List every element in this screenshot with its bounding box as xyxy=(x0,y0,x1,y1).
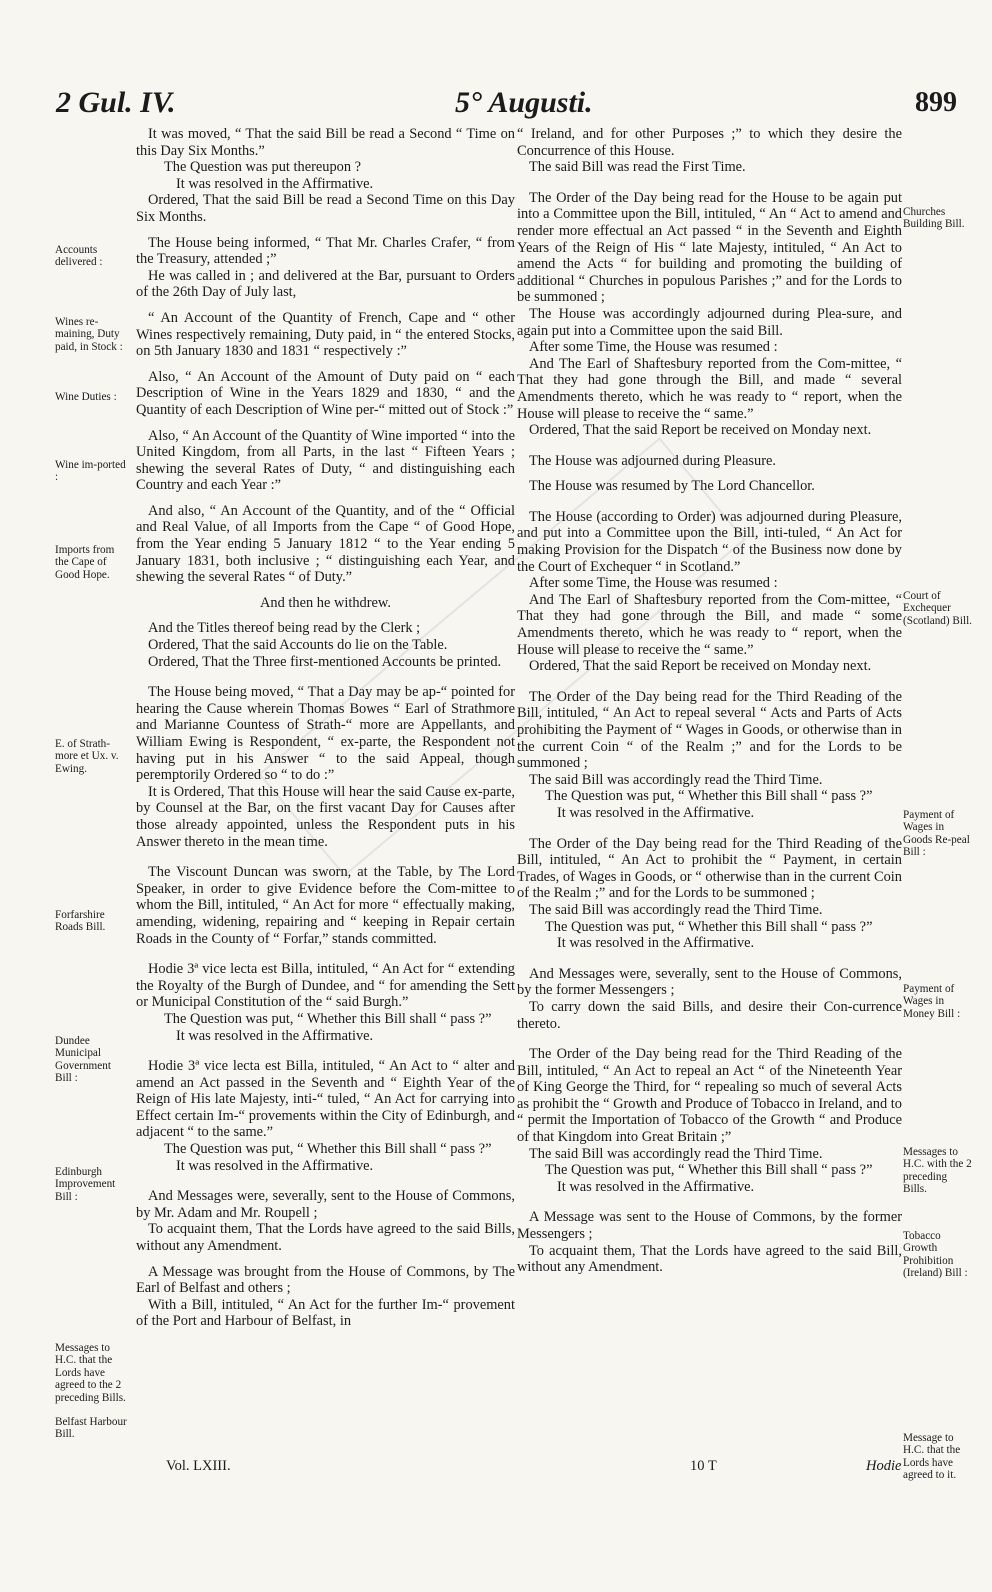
page-number: 899 xyxy=(915,87,957,118)
paragraph: And Messages were, severally, sent to the House of Commons, by Mr. Adam and Mr. Roupell ; xyxy=(136,1188,515,1221)
paragraph: The said Bill was accordingly read the Third Time. xyxy=(529,901,823,918)
sidenote: Messages to H.C. with the 2 preceding Bills. xyxy=(903,1146,972,1196)
paragraph: A Message was sent to the House of Commons, by the former Messengers ; xyxy=(517,1209,902,1243)
paragraph: The Question was put, “ Whether this Bill shall “ pass ?” xyxy=(545,1162,873,1179)
paragraph: After some Time, the House was resumed : xyxy=(529,339,778,356)
paragraph: The Order of the Day being read for the Third Reading of the Bill, intituled, “ An Act to repeal an Act “ of the Nineteenth Year of King George the Third, for “ repealing so much of several Acts as prohibit the “ Growth and Produce of Tobacco in Ireland, and to “ permit the Importation of Tobacco of the Growth “ and Produce of that Kingdom into Great Britain ;” xyxy=(517,1046,902,1146)
paragraph: The House was adjourned during Pleasure. xyxy=(529,452,776,469)
paragraph: The House (according to Order) was adjourned during Pleasure, and put into a Committee upon the Bill, inti-tuled, “ An Act for making Provision for the Dispatch “ of the Business now done by the Court of Exchequer “ in Scotland.” xyxy=(517,508,902,575)
sidenote: E. of Strath-more et Ux. v. Ewing. xyxy=(55,738,119,775)
sidenote: Edinburgh Improvement Bill : xyxy=(55,1166,116,1203)
paragraph: To carry down the said Bills, and desire their Con-currence thereto. xyxy=(517,998,902,1032)
paragraph: The House being informed, “ That Mr. Charles Crafer, “ from the Treasury, attended ;” xyxy=(136,234,515,268)
sidenote: Payment of Wages in Goods Re-peal Bill : xyxy=(903,809,970,859)
paragraph: Also, “ An Account of the Amount of Duty paid on “ each Description of Wine in the Years 1829 and 1830, “ and the Quantity of each Description of Wine per-“ mitted out of Stock :” xyxy=(136,368,515,418)
paragraph: It was resolved in the Affirmative. xyxy=(557,935,755,952)
sidenote: Wines re-maining, Duty paid, in Stock : xyxy=(55,316,123,353)
paragraph: The Order of the Day being read for the Third Reading of the Bill, intituled, “ An Act to repeal several “ Acts and Parts of Acts prohibiting the Payment of “ Wages in Goods, or otherwise than in the current Coin “ of the Realm ;” and for the Lords to be summoned ; xyxy=(517,688,902,772)
paragraph: Ordered, That the said Accounts do lie on the Table. xyxy=(148,637,448,654)
sidenote: Churches Building Bill. xyxy=(903,206,965,231)
sidenote: Message to H.C. that the Lords have agreed to it. xyxy=(903,1432,961,1482)
paragraph: The House was accordingly adjourned during Plea-sure, and again put into a Committee upon the said Bill. xyxy=(517,305,902,339)
paragraph: It was resolved in the Affirmative. xyxy=(176,175,374,192)
paragraph: It was resolved in the Affirmative. xyxy=(557,804,755,821)
paragraph: A Message was brought from the House of Commons, by The Earl of Belfast and others ; xyxy=(136,1263,515,1297)
paragraph: It was resolved in the Affirmative. xyxy=(176,1027,374,1044)
paragraph: The said Bill was accordingly read the Third Time. xyxy=(529,1145,823,1162)
paragraph: The Question was put, “ Whether this Bill shall “ pass ?” xyxy=(545,788,873,805)
catchword: Hodie xyxy=(866,1458,902,1474)
sidenote: Wine im-ported : xyxy=(55,459,126,484)
paragraph: Hodie 3ª vice lecta est Billa, intituled, “ An Act to “ alter and amend an Act passed in the Seventh and “ Eighth Year of the Reign of His late Majesty, inti-“ tuled, “ An Act for carrying into Effect certain Im-“ provements within the City of Edinburgh, and adjacent “ to the same.” xyxy=(136,1058,515,1141)
sidenote: Dundee Municipal Government Bill : xyxy=(55,1035,111,1085)
paragraph: The Order of the Day being read for the House to be again put into a Committee upon the Bill, intituled, “ An “ Act to amend and render more effectual an Act passed “ in the Seventh and Eighth Years of the Reign of His “ late Majesty, intituled, “ An Act to amend the Acts “ for building and promoting the building of additional “ Churches in populous Parishes ;” and for the Lords to be summoned ; xyxy=(517,189,902,306)
paragraph: To acquaint them, That the Lords have agreed to the said Bills, without any Amendment. xyxy=(136,1221,515,1255)
paragraph: It was resolved in the Affirmative. xyxy=(557,1178,755,1195)
sidenote: Imports from the Cape of Good Hope. xyxy=(55,544,115,581)
paragraph: Hodie 3ª vice lecta est Billa, intituled, “ An Act for “ extending the Royalty of the Burgh of Dundee, and “ for amending the Sett or Municipal Constitution of the “ said Burgh.” xyxy=(136,961,515,1011)
paragraph: After some Time, the House was resumed : xyxy=(529,575,778,592)
paragraph: The Viscount Duncan was sworn, at the Table, by The Lord Speaker, in order to give Evidence before the Com-mittee to whom the Bill, intituled, “ An Act for more “ effectually making, amending, widening, repairing and “ keeping in Repair certain Roads in the County of “ Forfar,” stands committed. xyxy=(136,864,515,947)
volume-number: Vol. LXIII. xyxy=(166,1458,231,1474)
paragraph: He was called in ; and delivered at the Bar, pursuant to Orders of the 26th Day of July last, xyxy=(136,267,515,301)
sidenote: Accounts delivered : xyxy=(55,244,103,269)
paragraph: Ordered, That the said Report be received on Monday next. xyxy=(529,658,872,675)
left-column xyxy=(136,126,515,1330)
paragraph: The House being moved, “ That a Day may be ap-“ pointed for hearing the Cause wherein Thomas Bowes “ Earl of Strathmore and Marianne Countess of Strath-“ more are Appellants, and William Ewing is Respondent, “ ex-parte, the Respondent not having put in his Answer “ to the said Appeal, though peremptorily Ordered so “ to do :” xyxy=(136,684,515,784)
paragraph: Ordered, That the Three first-mentioned Accounts be printed. xyxy=(148,653,502,670)
paragraph: To acquaint them, That the Lords have agreed to the said Bill, without any Amendment. xyxy=(517,1242,902,1276)
running-head-regnal-year: 2 Gul. IV. xyxy=(56,86,176,119)
paragraph: Ordered, That the said Report be received on Monday next. xyxy=(529,422,872,439)
paragraph: And The Earl of Shaftesbury reported from the Com-mittee, “ That they had gone through the Bill, and made “ some Amendments thereto, which he was ready to “ report, when the House will please to receive the “ same.” xyxy=(517,591,902,658)
paragraph: It was resolved in the Affirmative. xyxy=(176,1157,374,1174)
sidenote: Forfarshire Roads Bill. xyxy=(55,909,106,934)
paragraph: And Messages were, severally, sent to the House of Commons, by the former Messengers ; xyxy=(517,965,902,999)
sidenote: Payment of Wages in Money Bill : xyxy=(903,983,961,1020)
paragraph: And then he withdrew. xyxy=(260,594,391,611)
signature-mark: 10 T xyxy=(690,1458,717,1474)
sidenote: Wine Duties : xyxy=(55,391,117,403)
paragraph: And the Titles thereof being read by the Clerk ; xyxy=(148,620,421,637)
paragraph: And The Earl of Shaftesbury reported from the Com-mittee, “ That they had gone through the Bill, and made “ several Amendments thereto, which he was ready to “ report, when the House will please to receive the “ same.” xyxy=(517,355,902,422)
paragraph: “ An Account of the Quantity of French, Cape and “ other Wines respectively remaining, Duty paid, in “ the entered Stocks, on 5th January 1830 and 1831 “ respectively :” xyxy=(136,309,515,360)
paragraph: The said Bill was read the First Time. xyxy=(529,159,746,176)
paragraph: And also, “ An Account of the Quantity, and of the “ Official and Real Value, of all Imports from the Cape “ of Good Hope, from the Year ending 5 January 1812 “ to the Year ending 5 January 1831, both inclusive ; “ distinguishing each Year, and shewing the several Rates “ of Duty.” xyxy=(136,502,515,586)
paragraph: The Question was put, “ Whether this Bill shall “ pass ?” xyxy=(164,1010,492,1027)
right-column xyxy=(517,126,902,1276)
running-head-date: 5° Augusti. xyxy=(455,86,593,119)
sidenote: Court of Exchequer (Scotland) Bill. xyxy=(903,590,972,627)
paragraph: The Question was put, “ Whether this Bill shall “ pass ?” xyxy=(164,1141,492,1158)
paragraph: Ordered, That the said Bill be read a Second Time on this Day Six Months. xyxy=(136,192,515,225)
paragraph: The said Bill was accordingly read the Third Time. xyxy=(529,771,823,788)
paragraph: “ Ireland, and for other Purposes ;” to which they desire the Concurrence of this House. xyxy=(517,126,902,159)
paragraph: It was moved, “ That the said Bill be read a Second “ Time on this Day Six Months.” xyxy=(136,126,515,159)
paragraph: Also, “ An Account of the Quantity of Wine imported “ into the United Kingdom, from all Parts, in the last “ Fifteen Years ; shewing the several Rates of Duty, “ and distinguishing each Country and each Year :” xyxy=(136,427,515,494)
paragraph: The Question was put thereupon ? xyxy=(164,159,362,176)
sidenote: Messages to H.C. that the Lords have agreed to the 2 preceding Bills. xyxy=(55,1342,126,1404)
sidenote: Belfast Harbour Bill. xyxy=(55,1416,127,1441)
paragraph: The House was resumed by The Lord Chancellor. xyxy=(529,478,815,495)
paragraph: The Order of the Day being read for the Third Reading of the Bill, intituled, “ An Act to prohibit the “ Payment, in certain Trades, of Wages in Goods, or “ otherwise than in the current Coin of the Realm ;” and for the Lords to be summoned ; xyxy=(517,835,902,902)
paragraph: With a Bill, intituled, “ An Act for the further Im-“ provement of the Port and Harbour of Belfast, in xyxy=(136,1296,515,1330)
paragraph: It is Ordered, That this House will hear the said Cause ex-parte, by Counsel at the Bar, on the first vacant Day for Causes after those already appointed, unless the Respondent puts in his Answer thereto in the mean time. xyxy=(136,783,515,850)
paragraph: The Question was put, “ Whether this Bill shall “ pass ?” xyxy=(545,918,873,935)
sidenote: Tobacco Growth Prohibition (Ireland) Bill : xyxy=(903,1230,968,1280)
